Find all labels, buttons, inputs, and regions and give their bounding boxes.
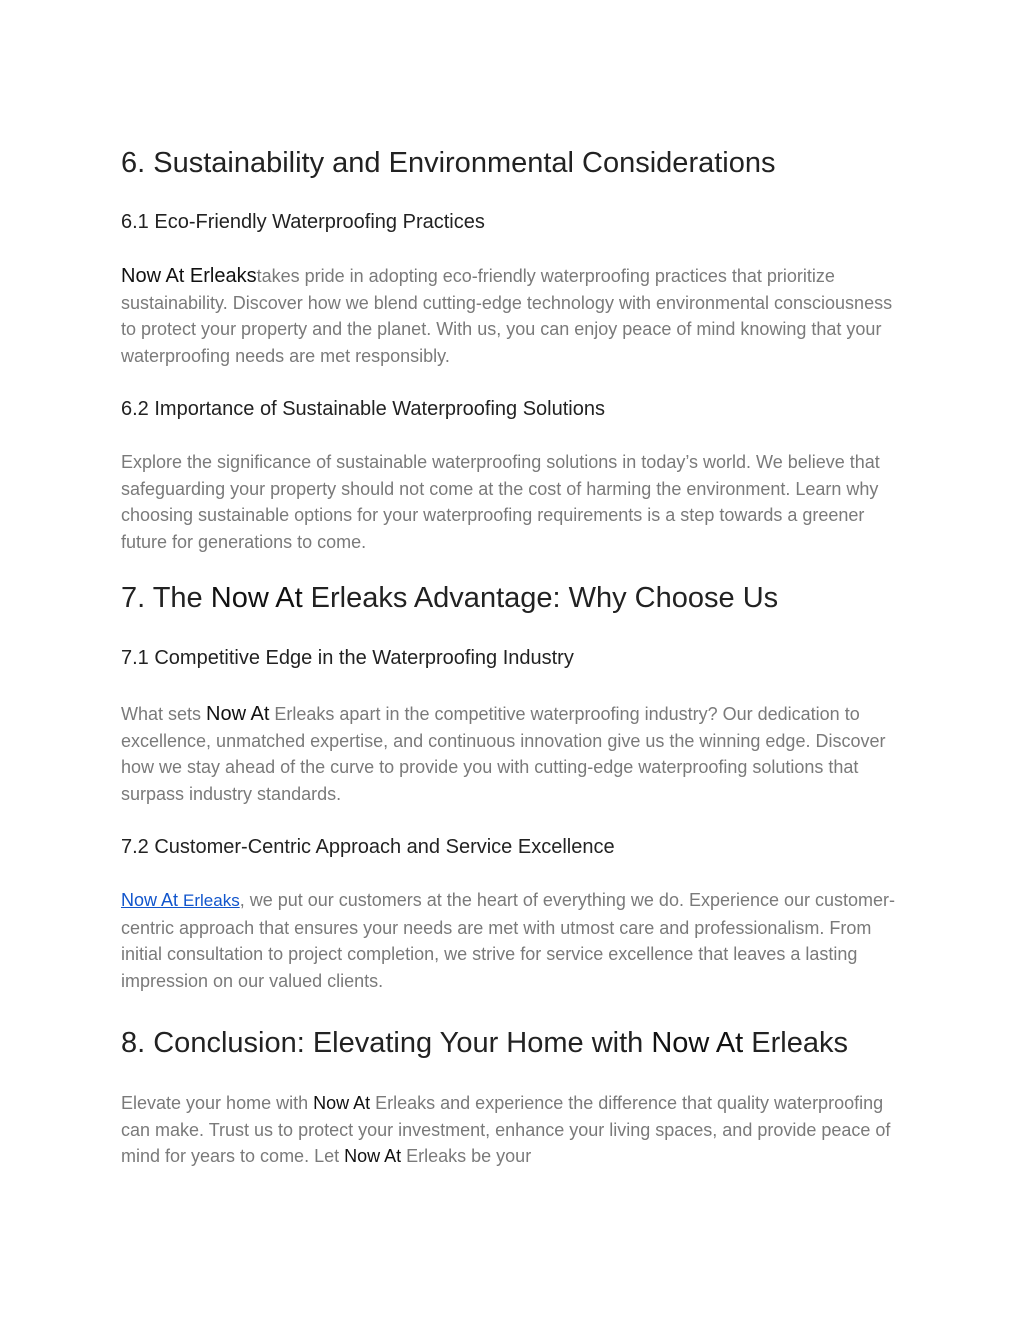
section-6-title: 6. Sustainability and Environmental Considerations	[121, 147, 776, 179]
brand-name: Now At	[210, 582, 303, 614]
brand-link[interactable]	[121, 890, 240, 910]
section-8-title	[121, 1025, 901, 1061]
paragraph-text: , we put our customers at the heart of everything we do. Experience our customer-centric approach that ensures your needs are met with utmost care and professionalism. From initial consultation to project completion, we strive for service excellence that leaves a lasting impression on our valued clients.	[121, 890, 896, 992]
section-7-title	[121, 580, 901, 616]
brand-link-part2: Erleaks	[183, 891, 240, 910]
section-7-1-paragraph	[121, 701, 901, 808]
paragraph-text-start: Elevate your home with	[121, 1093, 314, 1113]
paragraph-text-mid: Erleaks and experience the difference that quality waterproofing can make. Trust us to protect your investment, enhance your living spaces, and provide peace of mind for years to come. Let	[121, 1093, 891, 1167]
brand-name: Now At	[313, 1093, 371, 1113]
section-6-1-paragraph	[121, 263, 901, 370]
title-suffix: Erleaks	[743, 1027, 848, 1059]
section-6-2-heading: 6.2 Importance of Sustainable Waterproofing Solutions	[121, 398, 605, 420]
paragraph-text-rest: Erleaks apart in the competitive waterproofing industry? Our dedication to excellence, unmatched expertise, and continuous innovation give us the winning edge. Discover how we stay ahead of the curve to provide you with cutting-edge waterproofing solutions that surpass industry standards.	[121, 704, 886, 805]
brand-name: Now At	[651, 1027, 744, 1059]
section-7-2-heading: 7.2 Customer-Centric Approach and Service Excellence	[121, 836, 615, 858]
title-prefix: 8. Conclusion: Elevating Your Home with	[121, 1027, 652, 1059]
section-7-2-paragraph	[121, 887, 901, 995]
section-6-1-heading: 6.1 Eco-Friendly Waterproofing Practices	[121, 211, 485, 233]
brand-name: Now At Erleaks	[121, 265, 257, 287]
brand-link-part1: Now At	[121, 890, 184, 910]
brand-name: Now At	[206, 703, 270, 725]
section-6-2-paragraph: Explore the significance of sustainable waterproofing solutions in today’s world. We believe that safeguarding your property should not come at the cost of harming the environment. Learn why choosing sustainable options for your waterproofing requirements is a step towards a greener future for generations to come.	[121, 452, 880, 553]
title-suffix: Erleaks Advantage: Why Choose Us	[302, 582, 779, 614]
title-prefix: 7. The	[121, 582, 211, 614]
paragraph-text-start: What sets	[121, 704, 207, 724]
section-7-1-heading: 7.1 Competitive Edge in the Waterproofing Industry	[121, 647, 574, 669]
brand-name: Now At	[344, 1146, 402, 1167]
section-8-paragraph	[121, 1090, 901, 1170]
paragraph-text: takes pride in adopting eco-friendly waterproofing practices that prioritize sustainability. Discover how we blend cutting-edge technology with environmental consciousness to protect your property and the planet. With us, you can enjoy peace of mind knowing that your waterproofing needs are met responsibly.	[121, 266, 893, 367]
paragraph-text-end: Erleaks be your	[401, 1146, 532, 1167]
